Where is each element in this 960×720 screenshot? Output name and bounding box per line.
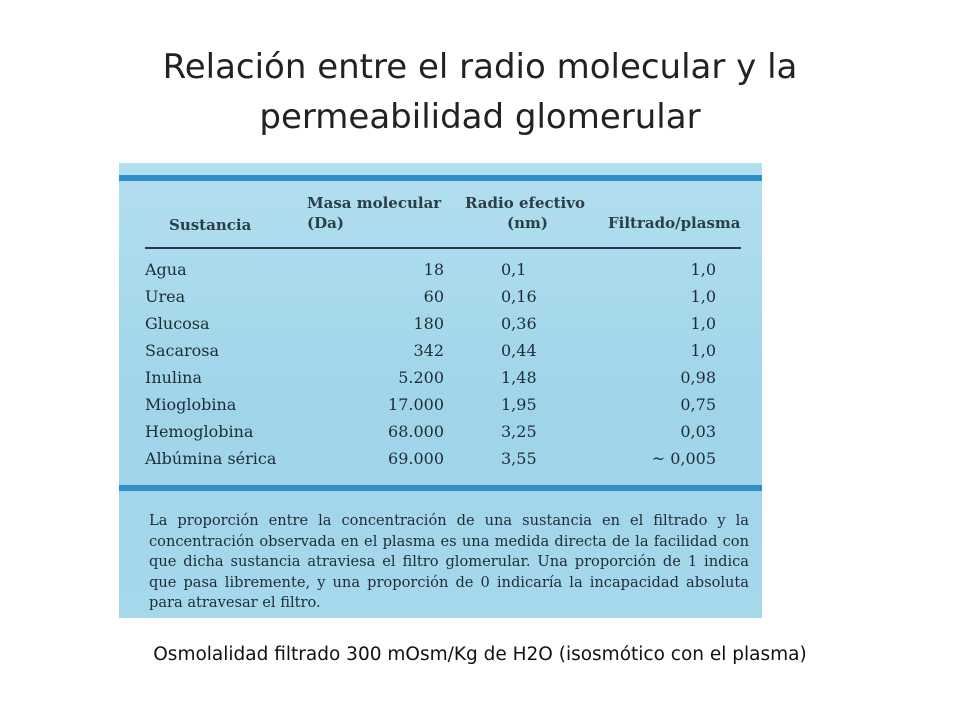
cell-mass: 69.000 <box>388 449 444 468</box>
table-row <box>119 312 762 339</box>
header-mass-line1: Masa molecular <box>307 194 442 212</box>
header-radius <box>465 193 585 233</box>
cell-ratio: 1,0 <box>690 287 716 306</box>
cell-radius: 3,25 <box>501 422 537 441</box>
table-row <box>119 339 762 366</box>
header-radius-line1: Radio efectivo <box>465 194 585 212</box>
table-figure <box>119 163 762 618</box>
header-mass-line2: (Da) <box>307 214 344 232</box>
cell-mass: 60 <box>423 287 444 306</box>
cell-ratio: ~ 0,005 <box>651 449 716 468</box>
table-row <box>119 258 762 285</box>
cell-radius: 0,44 <box>501 341 537 360</box>
cell-substance: Glucosa <box>145 314 210 333</box>
table-footnote: La proporción entre la concentración de una sustancia en el filtrado y la concentración observada en el plasma es una medida directa de la facilidad con que dicha sustancia atraviesa el filtro glomerular. Una proporción de 1 indica que pasa libremente, y una proporción de 0 indicaría la incapacidad absoluta para atravesar el filtro. <box>149 512 749 611</box>
cell-ratio: 1,0 <box>690 314 716 333</box>
header-filtrate: Filtrado/plasma <box>608 214 741 232</box>
cell-radius: 1,48 <box>501 368 537 387</box>
cell-mass: 18 <box>423 260 444 279</box>
cell-ratio: 0,75 <box>680 395 716 414</box>
cell-radius: 0,36 <box>501 314 537 333</box>
header-mass <box>307 193 441 233</box>
cell-substance: Albúmina sérica <box>145 449 277 468</box>
bottom-blue-bar <box>119 485 762 491</box>
cell-ratio: 0,03 <box>680 422 716 441</box>
table-row <box>119 447 762 474</box>
header-rule <box>145 247 741 249</box>
cell-substance: Mioglobina <box>145 395 237 414</box>
cell-radius: 0,1 <box>501 260 527 279</box>
cell-radius: 1,95 <box>501 395 537 414</box>
cell-mass: 342 <box>413 341 444 360</box>
table-row <box>119 366 762 393</box>
cell-substance: Urea <box>145 287 186 306</box>
cell-radius: 0,16 <box>501 287 537 306</box>
cell-mass: 17.000 <box>388 395 444 414</box>
table-row <box>119 420 762 447</box>
header-radius-line2: (nm) <box>507 214 548 232</box>
osmolality-note: Osmolalidad filtrado 300 mOsm/Kg de H2O (isosmótico con el plasma) <box>153 644 807 665</box>
header-substance: Sustancia <box>169 216 252 234</box>
cell-substance: Sacarosa <box>145 341 220 360</box>
cell-mass: 180 <box>413 314 444 333</box>
title-line-1: Relación entre el radio molecular y la <box>162 47 798 87</box>
title-line-2: permeabilidad glomerular <box>259 97 701 137</box>
cell-ratio: 1,0 <box>690 260 716 279</box>
slide-title <box>60 42 900 142</box>
cell-substance: Agua <box>145 260 187 279</box>
cell-mass: 68.000 <box>388 422 444 441</box>
cell-ratio: 1,0 <box>690 341 716 360</box>
cell-substance: Inulina <box>145 368 203 387</box>
cell-ratio: 0,98 <box>680 368 716 387</box>
table-row <box>119 393 762 420</box>
cell-radius: 3,55 <box>501 449 537 468</box>
top-blue-bar <box>119 175 762 181</box>
cell-mass: 5.200 <box>398 368 444 387</box>
table-row <box>119 285 762 312</box>
table-body <box>119 258 762 474</box>
cell-substance: Hemoglobina <box>145 422 254 441</box>
